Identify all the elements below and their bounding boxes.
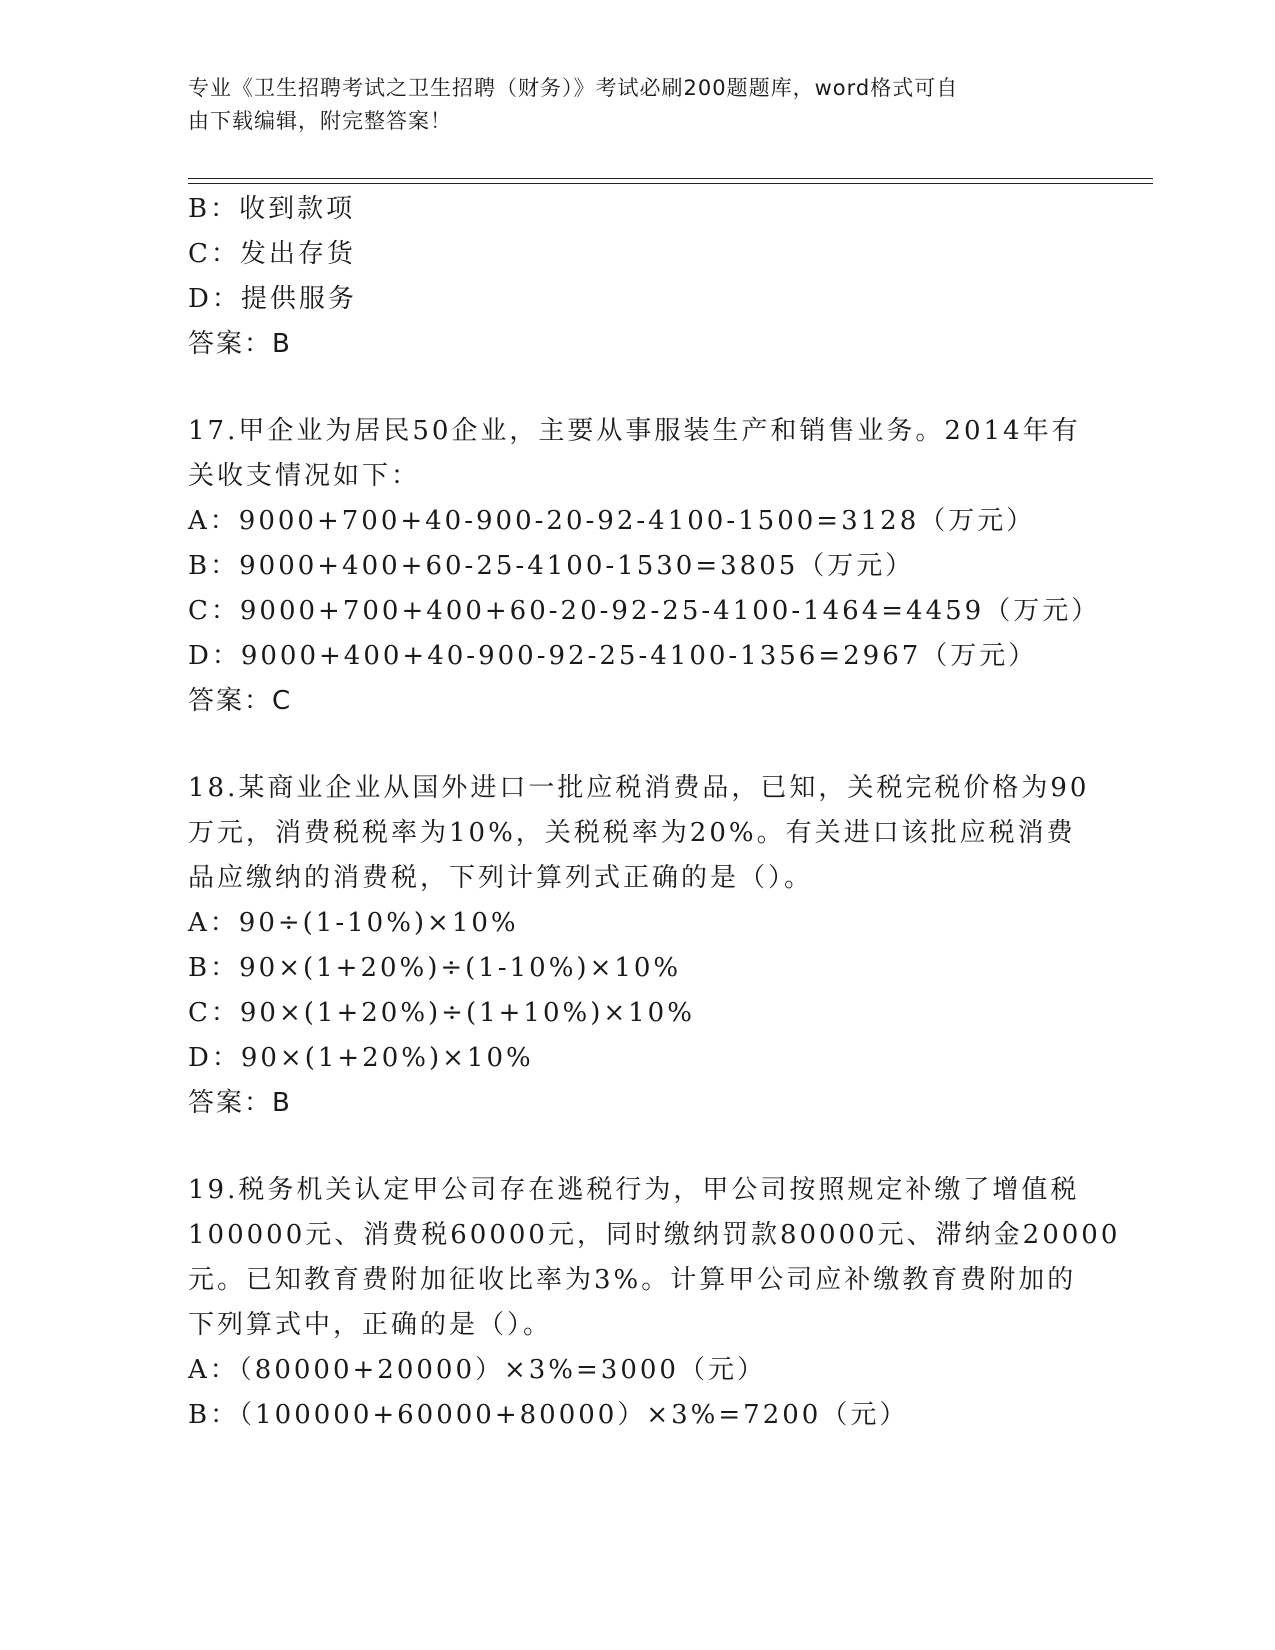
option-a: A：90÷(1-10%)×10% — [188, 908, 519, 938]
option-c: C：9000+700+400+60-20-92-25-4100-1464=4459（万元） — [188, 596, 1101, 626]
question-block-17 — [188, 409, 1108, 724]
question-text-line: 下列算式中，正确的是（）。 — [188, 1310, 553, 1340]
document-header — [188, 72, 1068, 138]
option-d: D：提供服务 — [188, 284, 357, 314]
question-text-line: 关收支情况如下： — [188, 461, 421, 491]
option-b: B：收到款项 — [188, 194, 356, 224]
document-body — [188, 187, 1121, 1438]
question-text-line: 元。已知教育费附加征收比率为3%。计算甲公司应补缴教育费附加的 — [188, 1265, 1077, 1295]
option-b: B：90×(1+20%)÷(1-10%)×10% — [188, 953, 682, 983]
header-divider-bottom — [188, 183, 1153, 184]
option-a: A：（80000+20000）×3%=3000（元） — [188, 1355, 766, 1385]
question-block-18 — [188, 766, 1108, 1126]
question-block-16 — [188, 187, 1108, 367]
option-a: A：9000+700+40-900-20-92-4100-1500=3128（万元） — [188, 506, 1036, 536]
header-divider-top — [188, 178, 1153, 179]
option-b: B：9000+400+60-25-4100-1530=3805（万元） — [188, 551, 915, 581]
question-text-line: 18.某商业企业从国外进口一批应税消费品，已知，关税完税价格为90 — [188, 773, 1090, 803]
answer-line: 答案：C — [188, 686, 293, 716]
option-d: D：90×(1+20%)×10% — [188, 1043, 534, 1073]
question-text-line: 19.税务机关认定甲公司存在逃税行为，甲公司按照规定补缴了增值税 — [188, 1175, 1080, 1205]
answer-line: 答案：B — [188, 1088, 292, 1118]
question-text-line: 万元，消费税税率为10%，关税税率为20%。有关进口该批应税消费 — [188, 818, 1076, 848]
question-text-line: 100000元、消费税60000元，同时缴纳罚款80000元、滞纳金20000 — [188, 1220, 1121, 1250]
option-b: B：（100000+60000+80000）×3%=7200（元） — [188, 1400, 909, 1430]
option-c: C：发出存货 — [188, 239, 356, 269]
header-line-2: 由下载编辑，附完整答案！ — [188, 109, 452, 133]
header-line-1: 专业《卫生招聘考试之卫生招聘（财务）》考试必刷200题题库，word格式可自 — [188, 76, 959, 100]
question-block-19 — [188, 1168, 1121, 1438]
option-d: D：9000+400+40-900-92-25-4100-1356=2967（万元） — [188, 641, 1038, 671]
option-c: C：90×(1+20%)÷(1+10%)×10% — [188, 998, 695, 1028]
question-text-line: 17.甲企业为居民50企业，主要从事服装生产和销售业务。2014年有 — [188, 416, 1081, 446]
question-text-line: 品应缴纳的消费税，下列计算列式正确的是（）。 — [188, 863, 814, 893]
answer-line: 答案：B — [188, 329, 292, 359]
